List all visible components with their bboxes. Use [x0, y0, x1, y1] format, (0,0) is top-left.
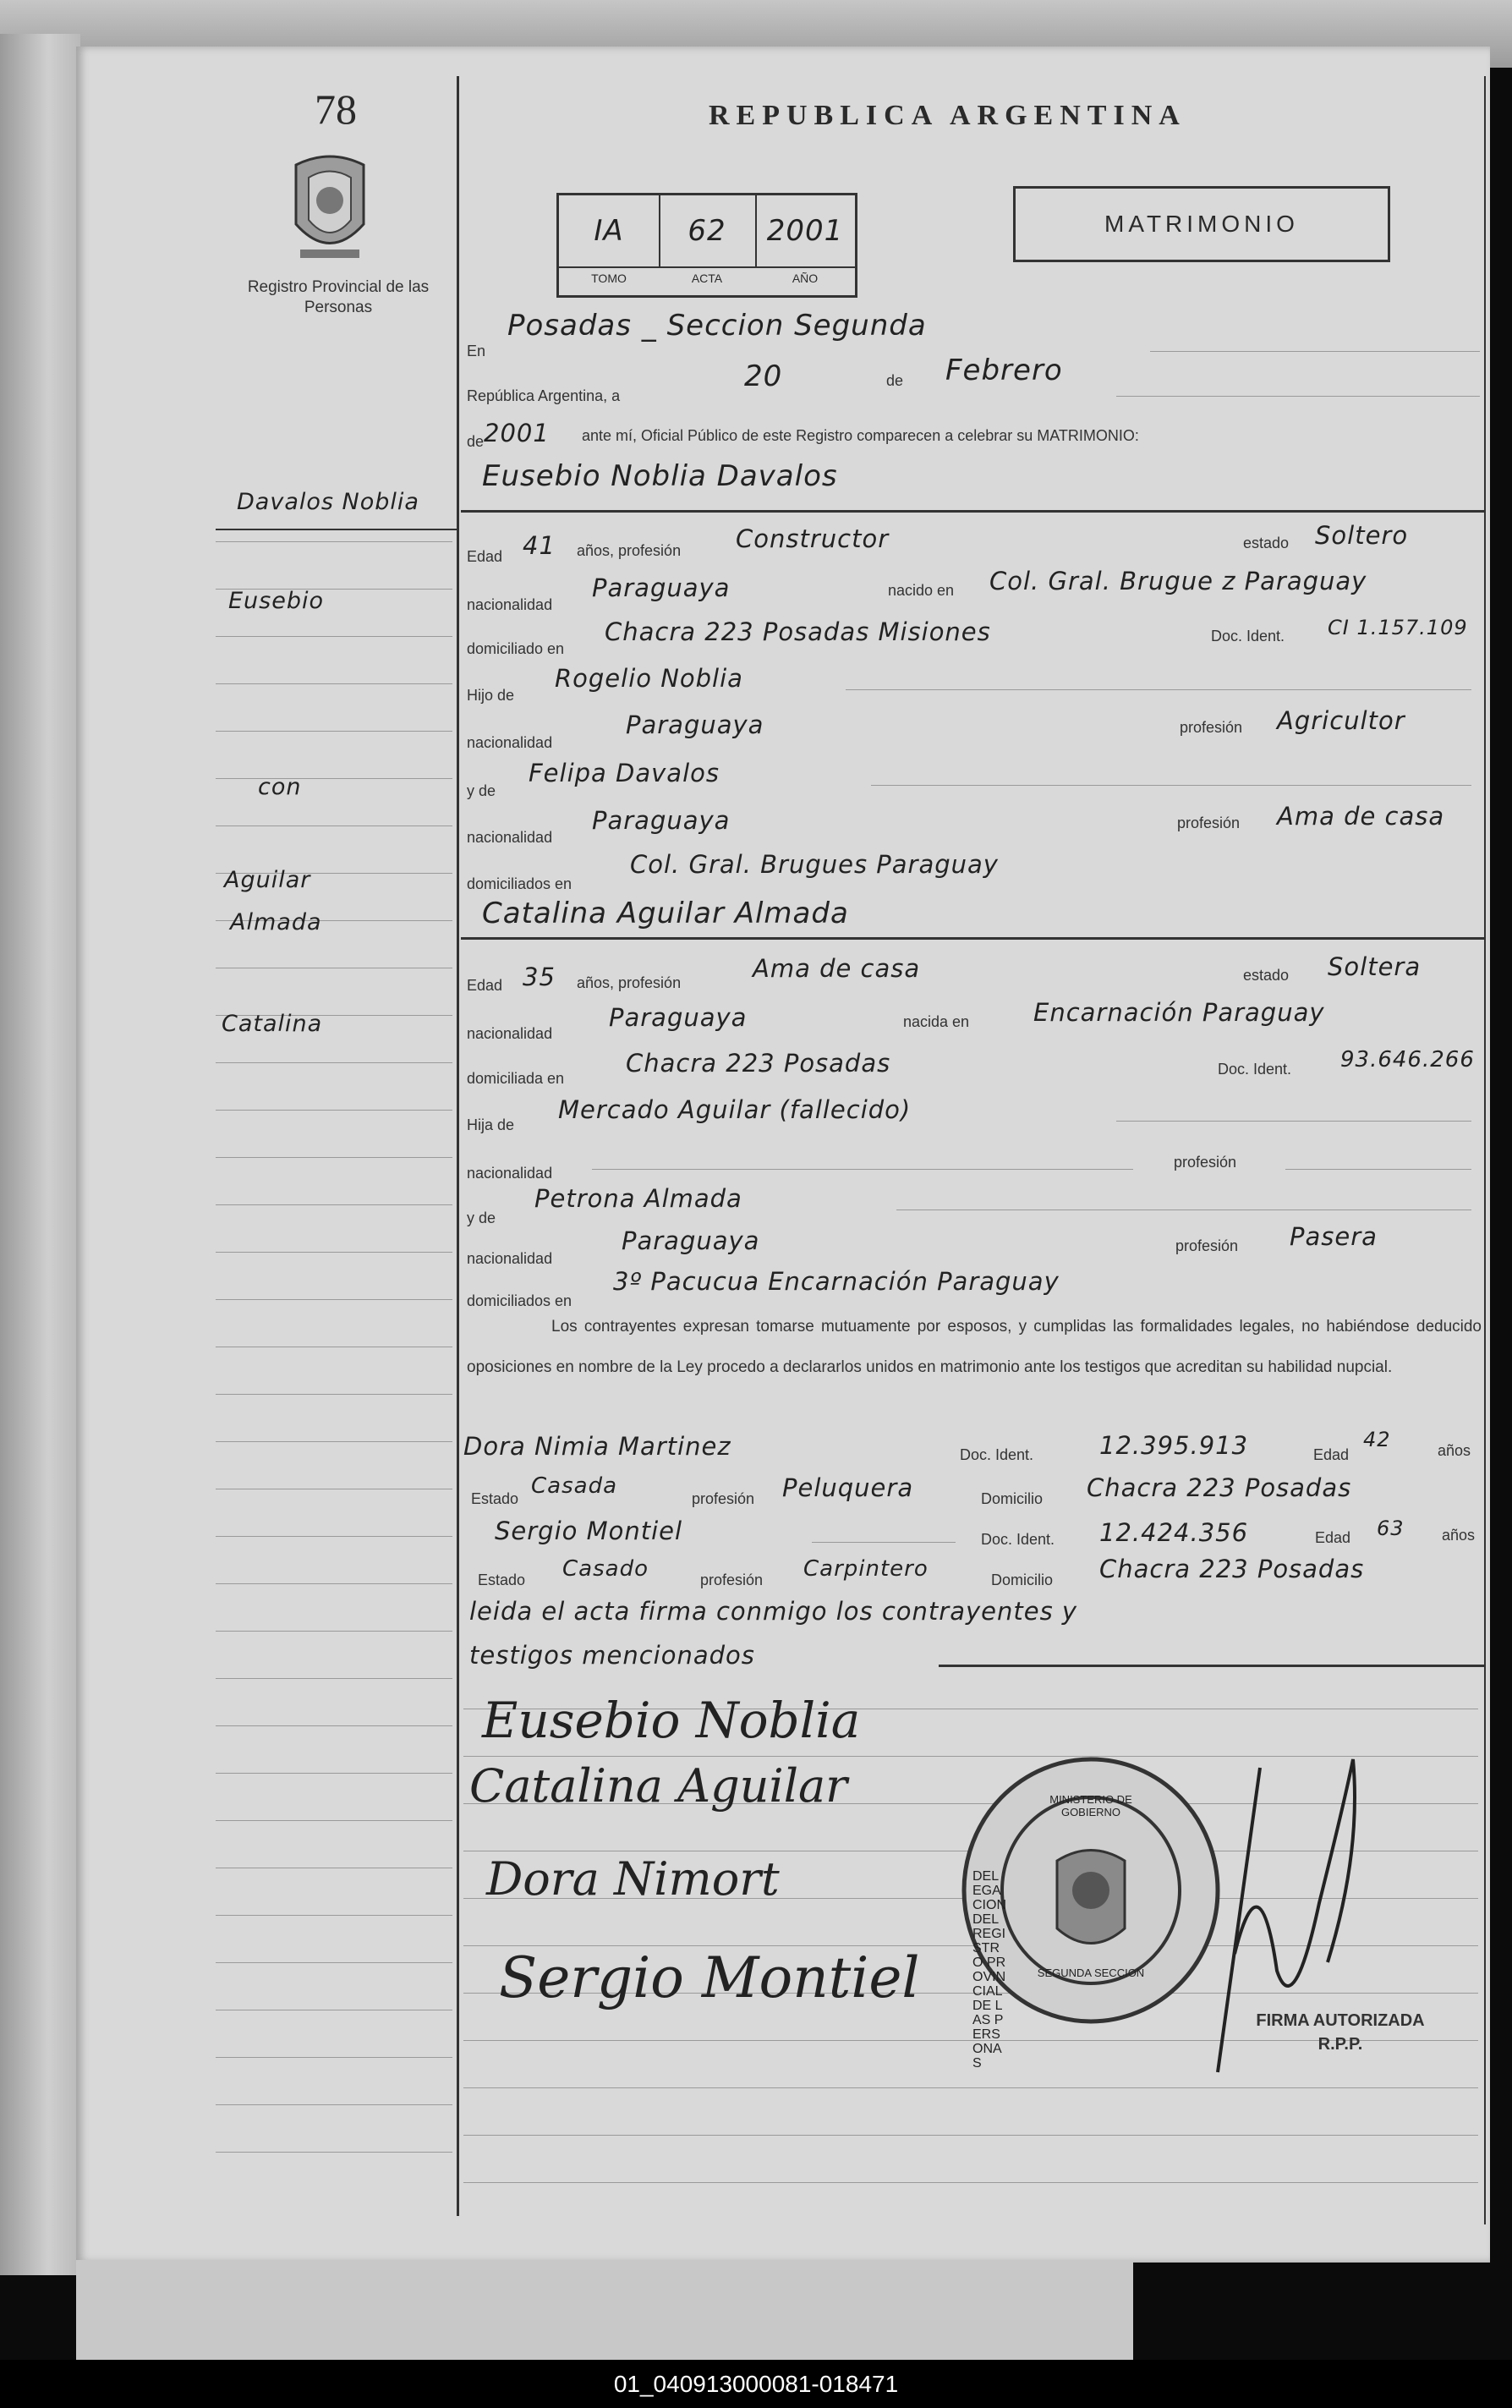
- seal-text-layer: [956, 1751, 1226, 2071]
- footer-id: 01_040913000081-018471: [613, 2371, 899, 2397]
- label-estado-groom: estado: [1243, 535, 1290, 551]
- groom-father-nationality: Paraguaya: [626, 710, 764, 739]
- tomo-label: TOMO: [591, 272, 627, 285]
- margin-rule: [216, 1631, 452, 1632]
- bride-nationality: Paraguaya: [609, 1003, 748, 1032]
- place-value: Posadas _ Seccion Segunda: [507, 309, 927, 343]
- margin-rule: [216, 1157, 452, 1158]
- signature-bride: Catalina Aguilar: [469, 1759, 847, 1813]
- body-rule: [463, 2182, 1478, 2183]
- label-estado-w1: Estado: [471, 1490, 519, 1507]
- acta-value: 62: [688, 214, 726, 248]
- label-profesion-w1: profesión: [692, 1490, 755, 1507]
- label-anos-w2: años: [1442, 1527, 1476, 1544]
- label-nacionalidad-gm: nacionalidad: [467, 829, 553, 846]
- registry-name: Registro Provincial de las Personas: [247, 278, 430, 316]
- margin-rule: [216, 1299, 452, 1300]
- country-title: REPUBLICA ARGENTINA: [709, 100, 1186, 131]
- comparecen-text: ante mí, Oficial Público de este Registro comparecen a celebrar su MATRIMONIO:: [582, 427, 1139, 444]
- margin-rule: [216, 2057, 452, 2058]
- label-nacido-en: nacido en: [888, 582, 955, 599]
- label-en: En: [467, 343, 486, 359]
- label-anos-w1: años: [1438, 1442, 1471, 1459]
- seal-inner-text: MINISTERIO DE GOBIERNO: [1049, 1793, 1132, 1818]
- label-nacionalidad-bride: nacionalidad: [467, 1025, 553, 1042]
- groom-nationality: Paraguaya: [592, 573, 731, 602]
- margin-rule: [216, 2104, 452, 2105]
- signature-groom: Eusebio Noblia: [482, 1692, 861, 1749]
- label-domiciliados-groom: domiciliados en: [467, 875, 572, 892]
- bride-mother-nationality: Paraguaya: [622, 1226, 760, 1255]
- groom-father: Rogelio Noblia: [555, 664, 743, 693]
- margin-rule: [216, 1725, 452, 1726]
- groom-name: Eusebio Noblia Davalos: [482, 459, 838, 493]
- label-domicilio-w1: Domicilio: [981, 1490, 1044, 1507]
- officer-block: [1256, 2009, 1425, 2056]
- ano-value: 2001: [766, 214, 844, 248]
- label-edad-w2: Edad: [1315, 1529, 1351, 1546]
- label-y-de-groom: y de: [467, 782, 496, 799]
- witness1-doc: 12.395.913: [1099, 1431, 1249, 1460]
- margin-rule: [216, 1062, 452, 1063]
- groom-parents-address: Col. Gral. Brugues Paraguay: [630, 850, 999, 879]
- margin-rule: [216, 1394, 452, 1395]
- bride-address: Chacra 223 Posadas: [626, 1049, 891, 1078]
- label-doc-w2: Doc. Ident.: [981, 1531, 1055, 1548]
- tomo-cell: [559, 195, 660, 266]
- label-republica: República Argentina, a: [467, 387, 621, 404]
- label-edad-w1: Edad: [1313, 1446, 1350, 1463]
- bride-profession: Ama de casa: [753, 954, 921, 983]
- margin-note-6: Catalina: [222, 1011, 323, 1037]
- label-doc-groom: Doc. Ident.: [1211, 628, 1285, 645]
- label-doc-w1: Doc. Ident.: [960, 1446, 1034, 1463]
- bride-doc: 93.646.266: [1340, 1047, 1475, 1072]
- tomo-value: IA: [594, 214, 624, 248]
- book-spine: [0, 34, 80, 2275]
- label-nacionalidad-gf: nacionalidad: [467, 734, 553, 751]
- margin-rule: [216, 778, 452, 779]
- act-type-box: MATRIMONIO: [1013, 186, 1390, 262]
- margin-rule: [216, 1820, 452, 1821]
- officer-block-line1: FIRMA AUTORIZADA: [1256, 2011, 1425, 2030]
- margin-note-4: Aguilar: [224, 867, 311, 893]
- margin-note-5: Almada: [230, 909, 322, 935]
- bride-status: Soltera: [1328, 952, 1422, 981]
- groom-birthplace: Col. Gral. Brugue z Paraguay: [989, 567, 1367, 595]
- margin-note-3: con: [258, 774, 302, 800]
- ano-label: AÑO: [792, 272, 819, 285]
- registry-emblem-icon: [283, 148, 376, 266]
- margin-rule: [216, 2152, 452, 2153]
- signature-witness2: Sergio Montiel: [499, 1945, 920, 2010]
- margin-rule: [216, 1773, 452, 1774]
- label-anos-profesion-bride: años, profesión: [577, 974, 682, 991]
- body-rule: [463, 2135, 1478, 2136]
- label-estado-w2: Estado: [478, 1572, 526, 1588]
- label-profesion-bf: profesión: [1174, 1154, 1237, 1171]
- seal-outer-text: DELEGACION DEL REGISTRO PROVINCIAL DE LAS PERSONAS: [972, 1869, 1006, 2071]
- officer-block-line2: R.P.P.: [1318, 2035, 1363, 2054]
- margin-rule: [216, 541, 452, 542]
- closing-note-1: leida el acta firma conmigo los contrayentes y: [469, 1597, 1078, 1626]
- margin-rule: [216, 1110, 452, 1111]
- groom-address: Chacra 223 Posadas Misiones: [605, 617, 991, 646]
- witness2-age: 63: [1377, 1517, 1405, 1540]
- label-nacida-en: nacida en: [903, 1013, 970, 1030]
- acta-cell: [659, 195, 757, 266]
- label-domiciliados-bride: domiciliados en: [467, 1292, 572, 1309]
- bride-birthplace: Encarnación Paraguay: [1033, 998, 1325, 1027]
- witness1-age: 42: [1363, 1428, 1391, 1451]
- margin-rule: [216, 683, 452, 684]
- witness1-name: Dora Nimia Martinez: [463, 1432, 731, 1461]
- label-nacionalidad-bm: nacionalidad: [467, 1250, 553, 1267]
- acta-label: ACTA: [691, 272, 723, 285]
- label-domicilio-w2: Domicilio: [991, 1572, 1054, 1588]
- label-hija-de: Hija de: [467, 1116, 515, 1133]
- groom-mother-profession: Ama de casa: [1277, 802, 1445, 831]
- margin-rule: [216, 1915, 452, 1916]
- bride-mother-profession: Pasera: [1290, 1222, 1378, 1251]
- groom-profession: Constructor: [736, 524, 890, 553]
- margin-rule: [216, 1441, 452, 1442]
- year-value: 2001: [484, 419, 550, 447]
- seal-section-text: SEGUNDA SECCION: [1037, 1966, 1145, 1979]
- groom-doc: CI 1.157.109: [1328, 616, 1468, 639]
- margin-rule: [216, 731, 452, 732]
- groom-mother: Felipa Davalos: [529, 759, 720, 787]
- margin-rule: [216, 1252, 452, 1253]
- witness1-status: Casada: [531, 1473, 618, 1499]
- label-nacionalidad-groom: nacionalidad: [467, 596, 553, 613]
- declaration-text: Los contrayentes expresan tomarse mutuamente por esposos, y cumplidas las formalidades legales, no habiéndose deducido oposiciones en nombre de la Ley procedo a declararlos unidos en matrimonio ante los testigos que acreditan su habilidad nupcial.: [467, 1318, 1482, 1376]
- label-anos-profesion: años, profesión: [577, 542, 682, 559]
- label-edad-groom: Edad: [467, 548, 503, 565]
- margin-divider: [457, 76, 459, 2216]
- day-value: 20: [744, 359, 783, 393]
- label-edad-bride: Edad: [467, 977, 503, 994]
- witness1-address: Chacra 223 Posadas: [1087, 1473, 1352, 1502]
- label-profesion-gf: profesión: [1180, 719, 1243, 736]
- margin-rule: [216, 1962, 452, 1963]
- label-doc-bride: Doc. Ident.: [1218, 1061, 1292, 1078]
- label-estado-bride: estado: [1243, 967, 1290, 984]
- month-value: Febrero: [945, 354, 1063, 387]
- closing-note-2: testigos mencionados: [469, 1641, 755, 1670]
- groom-status: Soltero: [1315, 521, 1409, 550]
- margin-rule: [216, 1583, 452, 1584]
- label-domiciliado-groom: domiciliado en: [467, 640, 565, 657]
- label-profesion-w2: profesión: [700, 1572, 764, 1588]
- margin-rule: [216, 636, 452, 637]
- groom-mother-nationality: Paraguaya: [592, 806, 731, 835]
- witness2-doc: 12.424.356: [1099, 1518, 1249, 1547]
- label-y-de-bride: y de: [467, 1209, 496, 1226]
- margin-note-2: Eusebio: [228, 588, 325, 614]
- label-de-year: de: [467, 433, 485, 450]
- groom-father-profession: Agricultor: [1277, 706, 1405, 735]
- margin-note-1: Davalos Noblia: [237, 489, 419, 515]
- margin-rule: [216, 1536, 452, 1537]
- label-de-month: de: [886, 372, 904, 389]
- witness2-name: Sergio Montiel: [495, 1517, 683, 1545]
- ano-cell: [755, 195, 855, 266]
- margin-rule: [216, 1678, 452, 1679]
- witness2-status: Casado: [562, 1556, 649, 1582]
- label-profesion-gm: profesión: [1177, 815, 1241, 831]
- right-border: [1484, 76, 1486, 2224]
- signature-witness1: Dora Nimort: [486, 1852, 780, 1906]
- witness2-address: Chacra 223 Posadas: [1099, 1555, 1365, 1583]
- groom-age: 41: [523, 531, 556, 560]
- label-hijo-de: Hijo de: [467, 687, 515, 704]
- official-seal: [956, 1751, 1226, 2071]
- bride-name: Catalina Aguilar Almada: [482, 897, 849, 930]
- witness2-profession: Carpintero: [803, 1556, 929, 1582]
- label-domiciliada-bride: domiciliada en: [467, 1070, 565, 1087]
- bride-mother: Petrona Almada: [534, 1184, 742, 1213]
- record-box: [556, 193, 857, 298]
- page-number: 78: [315, 85, 357, 133]
- label-profesion-bm: profesión: [1175, 1237, 1239, 1254]
- bride-age: 35: [523, 963, 556, 991]
- bride-parents-address: 3º Pacucua Encarnación Paraguay: [613, 1267, 1060, 1296]
- witness1-profession: Peluquera: [782, 1473, 914, 1502]
- bride-father: Mercado Aguilar (fallecido): [558, 1095, 912, 1124]
- margin-rule: [216, 1204, 452, 1205]
- label-nacionalidad-bf: nacionalidad: [467, 1165, 553, 1182]
